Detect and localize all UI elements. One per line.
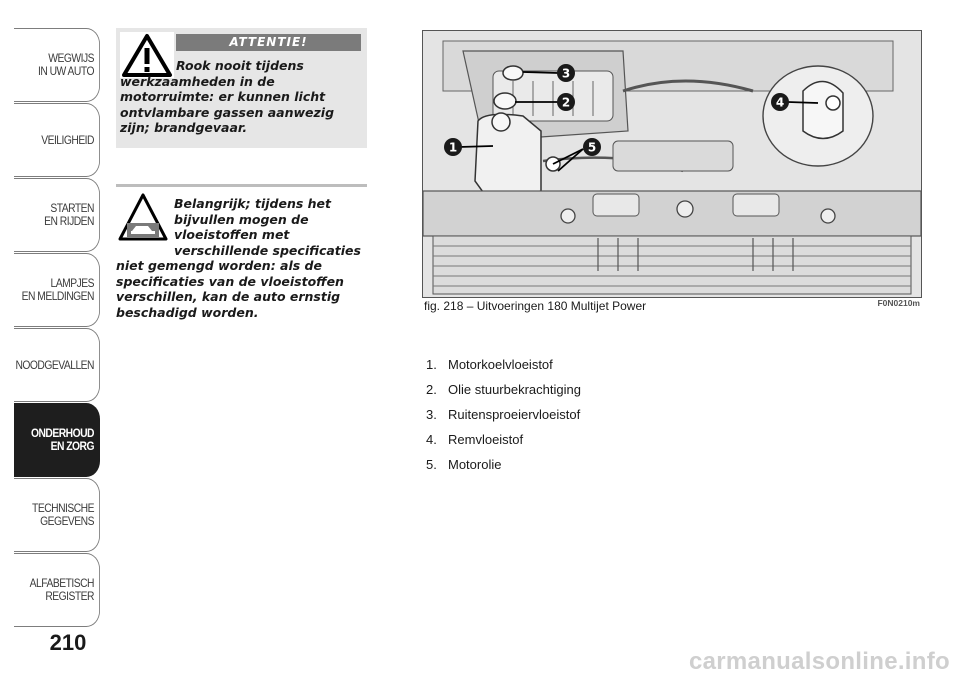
callout-4: 4 (775, 95, 785, 110)
callout-2: 2 (561, 95, 571, 110)
tab-noodgevallen[interactable]: NOODGEVALLEN (14, 328, 100, 402)
engine-bay-figure (422, 30, 922, 298)
callout-3: 3 (561, 66, 571, 81)
warning-text: Rook nooit tijdens werkzaamheden in de motorruimte: er kunnen licht ontvlambare gassen aanwezig zijn; brandgevaar. (120, 58, 335, 135)
legend-number: 3. (426, 407, 437, 422)
list-item (426, 352, 581, 377)
note-text (116, 196, 368, 320)
engine-bay-illustration (423, 31, 921, 297)
list-item (426, 452, 581, 477)
watermark: carmanualsonline.info (688, 648, 950, 675)
section-divider (116, 184, 367, 187)
tab-alfabetisch[interactable]: ALFABETISCH REGISTER (14, 553, 100, 627)
legend-number: 1. (426, 357, 437, 372)
legend-label: Motorolie (448, 457, 502, 472)
page-number: 210 (49, 630, 87, 655)
list-item (426, 402, 581, 427)
callout-1: 1 (448, 140, 458, 155)
callout-5: 5 (587, 140, 597, 155)
legend-label: Remvloeistof (448, 432, 524, 447)
tab-onderhoud[interactable]: ONDERHOUD EN ZORG (14, 403, 100, 477)
warning-banner: ATTENTIE! (176, 34, 361, 51)
note-body: Belangrijk; tijdens het bijvullen mogen de vloeistoffen met verschillende specificaties niet gemengd worden: als de specificaties van de vloeistoffen verschillen, kan de auto ernstig beschadigd worden. (116, 196, 361, 320)
legend-label: Motorkoelvloeistof (448, 357, 553, 372)
tab-technische[interactable]: TECHNISCHE GEGEVENS (14, 478, 100, 552)
figure-caption: fig. 218 – Uitvoeringen 180 Multijet Power (424, 299, 647, 313)
legend-number: 4. (426, 432, 437, 447)
figure-legend (426, 352, 581, 477)
tab-veiligheid[interactable]: VEILIGHEID (14, 103, 100, 177)
legend-label: Olie stuurbekrachtiging (448, 382, 581, 397)
tab-lampjes[interactable]: LAMPJES EN MELDINGEN (14, 253, 100, 327)
legend-number: 5. (426, 457, 437, 472)
list-item (426, 427, 581, 452)
warning-box (116, 28, 367, 148)
legend-label: Ruitensproeiervloeistof (448, 407, 581, 422)
list-item (426, 377, 581, 402)
tab-wegwijs[interactable]: WEGWIJS IN UW AUTO (14, 28, 100, 102)
tab-starten[interactable]: STARTEN EN RIJDEN (14, 178, 100, 252)
figure-code: F0N0210m (877, 298, 920, 308)
legend-number: 2. (426, 382, 437, 397)
